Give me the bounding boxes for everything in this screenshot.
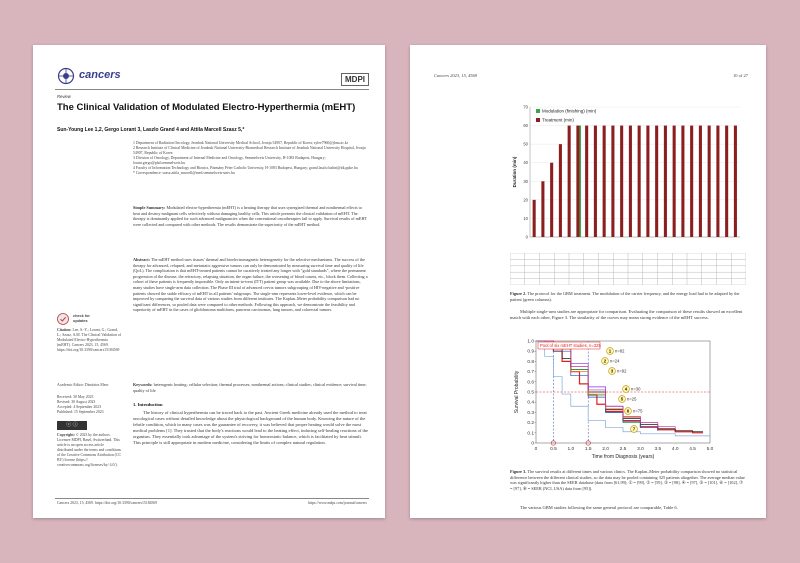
page-number: 10 of 27 [733, 73, 748, 78]
annotation-number: 3 [610, 368, 614, 374]
y-tick-label: 0 [525, 234, 528, 240]
annotation-n: n=75 [633, 408, 643, 414]
check-for-updates-badge[interactable] [57, 310, 103, 328]
cc-icon: ⓒ ⓘ [66, 422, 78, 428]
x-tick-label: 2.0 [602, 447, 609, 452]
bar [734, 126, 737, 237]
table-grid [510, 253, 746, 285]
affiliation: 3 Division of Oncology, Department of Internal Medicine and Oncology, Semmelweis University, H-1083 Budapest, Hungary; lorant.gergo@phd.semmelweis.hu [133, 156, 326, 165]
figure-3-caption-label: Figure 3. [510, 469, 527, 474]
journal-emblem-icon [57, 67, 75, 85]
bar [725, 126, 728, 237]
annotation-n: n=82 [615, 348, 625, 354]
page-2 [410, 45, 766, 518]
abstract-text: The mEHT method uses tissues' thermal and bioelectromagnetic heterogeneity for the selective mechanisms. The success of the therapy for advanced, relapsed, and metastatic aggressive tumors can only be demonstrated by measuring survival time and quality of life (QoL). The complication is that mEHT-treated patients cannot be curatively treated any longer with "gold standards", where the permanent progression of the disease, the refractory, relapsing situation, the organ failure, the worsening of blood counts, etc., block them. Collecting a cohort of these patients is frequently impossible. Only an intent-to-treat (ITT) patient group was available. Due to the above limitations, many studies have single-arm data collection. The Phase III trial of advanced cervix tumors subgrouping of HIV-negative and -positive patients showed the stable efficacy of mEHT in all patients' subgroups. The single-arm represents lower-level evidence, which can be improved by comparing the survival data of various studies from different institutes. The Kaplan–Meier probability comparison had no significant differences, so pooled data were compared to other methods. Following this approach, we demonstrate the feasibility and superiority of mEHT in the cases of glioblastoma multiform, pancreas carcinomas, lung tumors, and colorectal tumors. [133, 257, 368, 313]
annotation-number: 2 [603, 358, 607, 364]
bar [708, 126, 711, 237]
legend-swatch [536, 118, 540, 122]
paragraph-1: Multiple single-arm studies are appropriate for comparison. Evaluating the comparison of these results showed an excellent match with each other, Figure 3. The similarity of the curves may mean strong evidence of the mEHT success. [510, 309, 743, 320]
legend-entry: Treatment (min) [542, 117, 574, 123]
bar [690, 126, 693, 237]
y-tick-label: 40 [523, 160, 528, 166]
y-tick-label: 0.1 [527, 431, 534, 437]
y-tick-label: 30 [523, 178, 528, 184]
date-published: Published: 15 September 2023 [57, 410, 104, 414]
figure-2-caption-text: The protocol for the GBM treatment. The modulation of the carrier frequency, and the energy load had to be adapted by the patient (green columns). [510, 291, 740, 302]
article-title: The Clinical Validation of Modulated Electro-Hyperthermia (mEHT) [57, 102, 356, 113]
bar [611, 126, 614, 237]
annotation-number: 5 [620, 396, 624, 402]
y-tick-label: 0.7 [527, 370, 534, 376]
journal-name: cancers [79, 69, 121, 81]
date-received: Received: 30 May 2023 [57, 395, 94, 399]
bar [716, 126, 719, 237]
affiliations [133, 141, 369, 176]
y-tick-label: 0.4 [527, 400, 534, 406]
bar [664, 126, 667, 237]
y-tick-label: 20 [523, 197, 528, 203]
date-accepted: Accepted: 4 September 2023 [57, 405, 101, 409]
x-tick-label: 3.0 [637, 447, 644, 452]
y-tick-label: 0.6 [527, 380, 534, 386]
x-tick-label: 3.5 [654, 447, 662, 452]
bar [541, 181, 544, 237]
keywords-text: heterogenic heating; cellular selection; thermal processes; nonthermal actions; clinical studies; clinical evidence; survival time; quality of life [133, 382, 367, 393]
copyright-block [57, 433, 121, 468]
bar [681, 126, 684, 237]
citation-label: Citation: [57, 328, 72, 332]
article-type: Review [57, 94, 71, 99]
legend-box-text: Pool of six mEHT studies, n=325 [540, 343, 601, 348]
academic-editor: Academic Editor: Dimitrios Mavr [57, 383, 109, 387]
x-tick-label: 4.0 [671, 447, 679, 452]
bar [699, 126, 702, 237]
copyright-text: © 2023 by the authors. Licensee MDPI, Basel, Switzerland. This article is an open access article distributed under the terms and conditions of the Creative Commons Attribution (CC BY) license (https:// creativecommons.org/licenses/by/ 4.0/). [57, 433, 122, 467]
footer-url[interactable]: https://www.mdpi.com/journal/cancers [307, 501, 367, 505]
y-axis-label: Survival Probability [514, 370, 520, 414]
y-tick-label: 0.5 [527, 390, 534, 396]
page-1 [33, 45, 385, 518]
y-tick-label: 0.9 [527, 349, 534, 355]
affiliation: 2 Research Institute of Clinical Medicine of Jeonbuk National University-Biomedical Research Institute of Jeonbuk National University Hospital, Jeonju 54907, Republic of Korea [133, 146, 366, 155]
bar [638, 126, 641, 237]
y-tick-label: 0.8 [527, 359, 534, 365]
cc-by-badge [57, 421, 87, 430]
survival-curve [536, 341, 675, 429]
bar [646, 126, 649, 237]
paragraph-2: The various GBM studies following the same general protocol are comparable, Table 6. [520, 505, 678, 510]
y-axis-label: Duration (min) [512, 156, 517, 188]
bar [620, 126, 623, 237]
y-tick-label: 1.0 [527, 339, 534, 345]
y-tick-label: 0 [531, 441, 534, 447]
bar [629, 126, 632, 237]
check-updates-label: check for updates [73, 314, 90, 324]
figure-2-caption [510, 291, 746, 302]
date-revised: Revised: 30 August 2023 [57, 400, 96, 404]
intro-heading: 1. Introduction [133, 402, 163, 407]
x-tick-label: 1.0 [567, 447, 575, 452]
abstract-label: Abstract: [133, 257, 150, 262]
figure-3-caption-text: The survival results at different times and various clinics. The Kaplan–Meier probability comparison showed no statistical difference between the different clinical studies, so the data may be pooled containing 325 patients altogether. The average median value was significantly higher than the SEER database (data from [61,99]; ① = [99], ② = [59], ③ = [98], ④ = [97], ⑤ = [101], ⑥ = [102], ⑦ = [97], ⑧ = SEER (NCI, USA) data from [95]). [510, 469, 745, 491]
publication-dates [57, 395, 123, 415]
keywords-label: Keywords: [133, 382, 153, 387]
annotation-number: 1 [608, 348, 612, 354]
legend-entry: Modulation (finishing) (min) [542, 108, 597, 114]
keywords [133, 382, 369, 393]
figure-2-caption-label: Figure 2. [510, 291, 527, 296]
y-tick-label: 50 [523, 141, 528, 147]
annotation-n: n=30 [631, 386, 641, 392]
citation-text: Lee, S.-Y.; Lorant, G.; Grand, L.; Szasz, A.M. The Clinical Validation of Modulated Electro-Hyperthermia (mEHT). Cancers 2023, 15, 4569. https://doi.org/10.3390/cancers15184569 [57, 328, 121, 352]
journal-logo [57, 67, 75, 85]
annotation-number: 7 [632, 426, 636, 432]
bar [533, 200, 536, 237]
simple-summary-text: Modulated electro-hyperthermia (mEHT) is a heating therapy that uses synergized thermal and nonthermal effects to heat and destroy malignant cells selectively without damaging healthy cells. This article presents the clinical validation of mEHT. The therapy is dominantly applied for such advanced malignancies when the conventional oncotherapies fail to apply. Survival results of mEHT were collected and compared with other methods. The results demonstrate the superiority of the mEHT method. [133, 205, 367, 227]
figure-3-caption [510, 469, 746, 491]
x-tick-label: 1.5 [584, 447, 592, 452]
bar [576, 126, 579, 237]
citation-block [57, 328, 121, 353]
figure-3-survival-chart [510, 335, 746, 465]
y-tick-label: 60 [523, 123, 528, 129]
copyright-label: Copyright: [57, 433, 75, 437]
y-tick-label: 70 [523, 104, 528, 110]
affiliation: 1 Department of Radiation Oncology, Jeonbuk National University Medical School, Jeonju 54907, Republic of Korea; sylee7960@jbnu.ac.kr [133, 141, 348, 145]
x-axis-label: Time from Diagnosis (years) [591, 454, 655, 460]
survival-curve [536, 341, 703, 433]
annotation-n: n=24 [610, 358, 620, 364]
figure-2-data-table [510, 253, 746, 285]
footer-citation: Cancers 2023, 15, 4569. https://doi.org/10.3390/cancers15184569 [57, 501, 158, 505]
survival-curve [536, 341, 703, 432]
legend-swatch [536, 109, 540, 113]
affiliation: 4 Faculty of Information Technology and Bionics, Pázmány Péter Catholic University, H-1083 Budapest, Hungary; grand.laszlo.balint@itk.ppke.hu [133, 166, 358, 170]
bar [603, 126, 606, 237]
bar [655, 126, 658, 237]
x-tick-label: 2.5 [619, 447, 627, 452]
bar [550, 163, 553, 237]
bar [594, 126, 597, 237]
annotation-number: 6 [626, 408, 630, 414]
affiliation: * Correspondence: szasz.attila_marcell@med.semmelweis-univ.hu [133, 171, 235, 175]
x-tick-label: 4.5 [689, 447, 696, 452]
bar [568, 126, 571, 237]
y-tick-label: 0.2 [527, 421, 534, 427]
annotation-number: 4 [624, 386, 628, 392]
running-header: Cancers 2023, 15, 4569 [434, 73, 478, 78]
annotation-n: n=25 [627, 396, 637, 402]
bar [559, 144, 562, 237]
annotation-n: n=92 [617, 368, 627, 374]
simple-summary-label: Simple Summary: [133, 205, 166, 210]
simple-summary [133, 205, 369, 227]
x-tick-label: 0.5 [550, 447, 557, 452]
publisher-logo: MDPI [341, 73, 369, 86]
figure-2-bar-chart [510, 99, 746, 249]
y-tick-label: 10 [523, 215, 528, 221]
bar [673, 126, 676, 237]
check-updates-icon [57, 313, 69, 325]
y-tick-label: 0.3 [527, 410, 534, 416]
abstract [133, 257, 369, 313]
intro-text: The history of clinical hyperthermia can be traced back to the past. Ancient Greek medicine already used the method to treat oncological cases without detailed knowledge about the physiological background of the human body. Knowing the nature of the febrile condition, which in many cases was the guarantee of recovery, it was believed that proper heating would solve the most medical problems [1]. They trusted that the body's reactions would lead to the heating effect, inducing self-healing reactions of the organism. They essentially took advantage of the system's striving for homeostatic balance, which is facilitated by heat stimuli. This principle is still appropriate in modern medicine, considering the limits of complex natural regulation. [133, 410, 368, 445]
authors: Sun-Young Lee 1,2, Gergo Lorant 3, Laszlo Grand 4 and Attila Marcell Szasz 5,* [57, 127, 245, 133]
bar [585, 126, 588, 237]
x-tick-label: 5.0 [706, 447, 714, 452]
x-tick-label: 0 [534, 447, 538, 452]
